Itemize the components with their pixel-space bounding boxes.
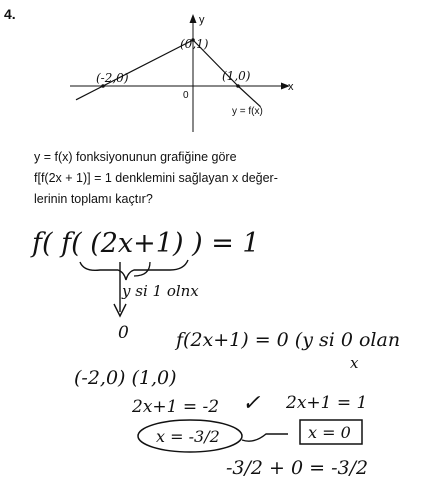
question-line-1: y = f(x) fonksiyonunun grafiğine göre [34,150,237,164]
hw-solution-a: x = -3/2 [156,427,220,446]
origin-label: 0 [183,90,189,101]
hw-underbrace [80,260,188,280]
hw-roots: (-2,0) (1,0) [74,367,177,389]
y-axis-label: y [199,14,205,26]
x-axis-label: x [288,81,294,93]
question-line-2: f[f(2x + 1)] = 1 denklemini sağlayan x değer- [34,171,278,185]
hw-equation-inner: f(2x+1) = 0 (y si 0 olan [176,329,401,351]
right-point-label: (1,0) [222,69,251,83]
hw-note-y1: y si 1 olnx [122,282,199,300]
hw-solution-b: x = 0 [308,423,351,442]
hw-equation-main: f( f( (2x+1) ) = 1 [32,228,260,259]
peak-point-label: (0,1) [180,37,209,51]
left-point-label: (-2,0) [96,71,129,85]
hw-zero: 0 [118,323,129,343]
question-line-3: lerinin toplamı kaçtır? [34,192,153,206]
hw-curved-arrow-icon [134,262,150,276]
hw-check-icon: ✓ [242,391,261,416]
hw-sum: -3/2 + 0 = -3/2 [226,457,369,479]
hw-case-a: 2x+1 = -2 [132,397,220,417]
problem-number: 4. [4,6,16,22]
hw-case-b: 2x+1 = 1 [286,393,368,413]
hw-note-x: x [350,354,359,372]
hw-connector [242,434,288,441]
function-label: y = f(x) [232,106,263,117]
